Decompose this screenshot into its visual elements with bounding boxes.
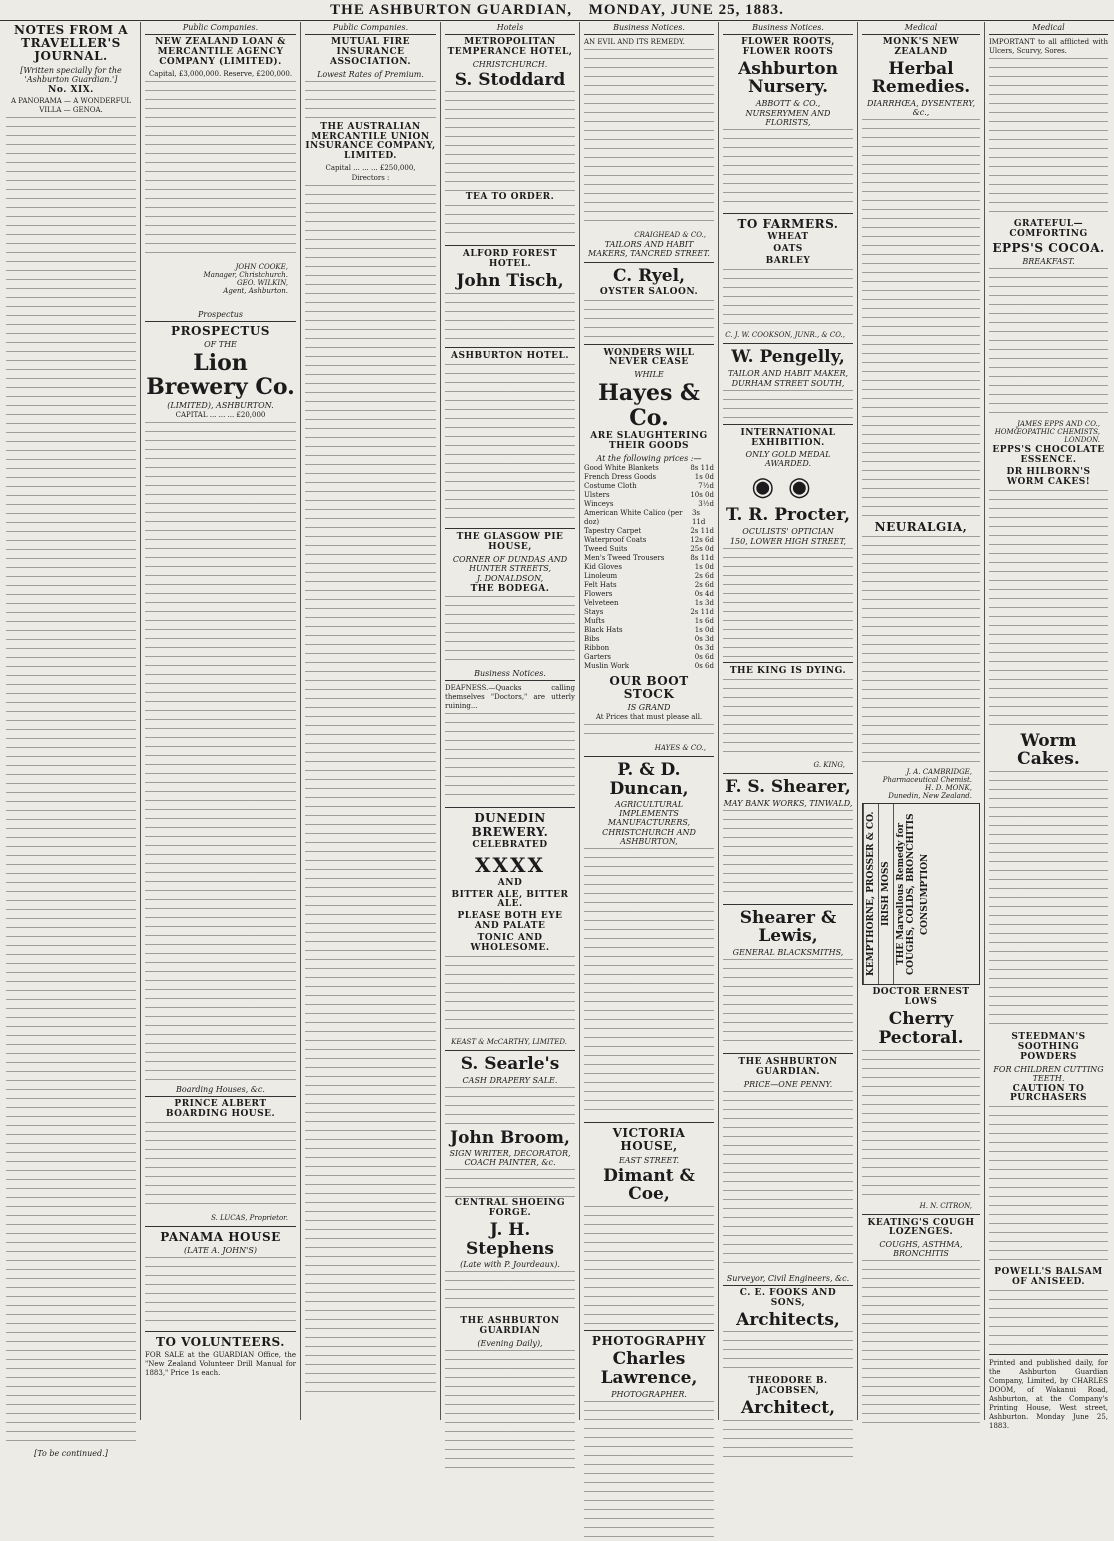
ad-title-mutual: MUTUAL FIRE INSURANCE ASSOCIATION.: [329, 37, 412, 67]
ad-title-fooks: C. E. FOOKS AND SONS,: [739, 1287, 837, 1308]
price-item-value: 12s 6d: [690, 535, 714, 544]
column-medical-2: [985, 22, 1112, 1431]
ad-subtitle: DIARRHŒA, DYSENTERY, &c.,: [866, 99, 976, 118]
price-item-name: Linoleum: [584, 571, 618, 580]
ad-title-wonders: WONDERS WILL NEVER CEASE: [603, 347, 695, 368]
column-heading: Hotels: [445, 22, 575, 35]
price-list-item: [584, 464, 714, 473]
price-item-value: 10s 0d: [690, 490, 714, 499]
ad-subtitle: SIGN WRITER, DECORATOR, COACH PAINTER, &c.: [449, 1149, 571, 1168]
price-item-name: Black Hats: [584, 625, 623, 634]
ad-body: [989, 490, 1108, 730]
ad-body: [445, 364, 575, 524]
ad-title-steedman: STEEDMAN'S SOOTHING POWDERS: [1011, 1031, 1086, 1062]
ad-celebrated: CELEBRATED: [472, 839, 548, 850]
ad-title-pengelly: W. Pengelly,: [731, 347, 845, 368]
irish-moss-box: [862, 803, 980, 985]
ad-title-prince-albert: PRINCE ALBERT BOARDING HOUSE.: [165, 1099, 276, 1120]
ad-subtitle-2: CHRISTCHURCH AND ASHBURTON,: [602, 828, 696, 847]
ad-subtitle: (Late with P. Jourdeaux).: [460, 1260, 560, 1270]
ad-subtitle: CASH DRAPERY SALE.: [462, 1075, 558, 1085]
ad-body: [145, 1122, 296, 1212]
prospectus-title: PROSPECTUS: [171, 323, 270, 338]
article-footer: [To be continued.]: [34, 1449, 108, 1459]
ad-body: [723, 959, 853, 1049]
ad-proprietor: John Tisch,: [456, 271, 564, 292]
ad-body: [989, 771, 1108, 1031]
ad-body: [989, 58, 1108, 218]
ad-body: [723, 810, 853, 900]
ad-title-duncan: P. & D. Duncan,: [609, 759, 689, 799]
ad-title-nz-loan: NEW ZEALAND LOAN & MERCANTILE AGENCY COMPANY (LIMITED).: [155, 37, 286, 67]
price-item-value: 25s 0d: [690, 544, 714, 553]
ad-subtitle: AGRICULTURAL IMPLEMENTS MANUFACTURERS,: [607, 800, 691, 828]
ad-body: [584, 724, 714, 742]
ad-body: [989, 268, 1108, 418]
ad-body: [445, 596, 575, 666]
ad-hayes: Hayes & Co.: [598, 380, 700, 431]
ad-body: [584, 1206, 714, 1326]
ad-title-broom: John Broom,: [450, 1127, 570, 1148]
ad-title-hilborn: DR HILBORN'S WORM CAKES!: [1006, 466, 1091, 487]
ad-title-metropolitan: METROPOLITAN TEMPERANCE HOTEL,: [447, 37, 573, 57]
ad-title-aus-mutual: THE AUSTRALIAN MERCANTILE UNION INSURANCE COMPANY, LIMITED.: [305, 121, 436, 162]
ad-signature: HAYES & CO.,: [654, 743, 706, 752]
price-item-name: Men's Tweed Trousers: [584, 553, 665, 562]
price-item-name: Tapestry Carpet: [584, 526, 642, 535]
column-heading: Surveyor, Civil Engineers, &c.: [723, 1273, 853, 1286]
price-item-name: Costume Cloth: [584, 481, 637, 490]
ad-body: [723, 129, 853, 209]
price-item-value: 3½d: [698, 499, 714, 508]
price-item-name: Velveteen: [584, 598, 619, 607]
newspaper-title: THE ASHBURTON GUARDIAN,: [330, 2, 572, 18]
ad-title-monk: MONK'S NEW ZEALAND: [882, 37, 960, 57]
ad-oats: OATS: [773, 244, 803, 255]
ad-price: PRICE—ONE PENNY.: [743, 1079, 833, 1089]
ad-title-powell: POWELL'S BALSAM OF ANISEED.: [994, 1267, 1103, 1288]
ad-role: Architects,: [736, 1309, 840, 1330]
price-item-name: Kid Gloves: [584, 562, 622, 571]
ad-subtitle: EAST STREET.: [618, 1155, 680, 1165]
price-item-value: 0s 3d: [694, 643, 714, 652]
ad-body: [723, 1420, 853, 1460]
ad-body: [723, 1331, 853, 1375]
ad-signature-2: H. D. MONK,: [925, 784, 972, 793]
ad-title-panama: PANAMA HOUSE: [160, 1230, 281, 1245]
ad-subtitle: BREAKFAST.: [1022, 256, 1075, 266]
ad-subtitle: FOR CHILDREN CUTTING TEETH.: [993, 1064, 1104, 1083]
ad-title-dunedin: DUNEDIN BREWERY.: [471, 811, 549, 839]
ad-subtitle: ONLY GOLD MEDAL AWARDED.: [745, 450, 831, 469]
ad-subtitle: CORNER OF DUNDAS AND HUNTER STREETS,: [452, 554, 568, 573]
ad-title-jacobsen: THEODORE B. JACOBSEN,: [748, 1376, 828, 1397]
price-list-item: [584, 572, 714, 581]
ad-epps-cocoa: EPPS'S COCOA.: [992, 240, 1105, 255]
column-insurance: [301, 22, 441, 1420]
ad-body: [862, 1260, 980, 1430]
ad-title-keating: KEATING'S COUGH LOZENGES.: [867, 1217, 975, 1238]
price-list: [584, 464, 714, 671]
price-item-value: 1s 0d: [694, 625, 714, 634]
price-item-name: Winceys: [584, 499, 614, 508]
ad-title-ryel: C. Ryel,: [613, 266, 685, 286]
ad-title-king: THE KING IS DYING.: [729, 666, 847, 677]
ad-title-shearer: F. S. Shearer,: [725, 777, 851, 798]
price-item-value: 2s 11d: [690, 526, 714, 535]
prospectus-of: OF THE: [204, 339, 237, 349]
ad-body: [445, 713, 575, 803]
ad-signature: JAMES EPPS AND CO., HOMŒOPATHIC CHEMISTS, LONDON.: [994, 419, 1100, 444]
price-list-item: [584, 491, 714, 500]
ad-signature: CRAIGHEAD & CO.,: [634, 231, 706, 239]
column-heading: Prospectus: [145, 309, 296, 322]
ad-proprietor: Dimant & Coe,: [603, 1165, 695, 1205]
ad-body: [723, 548, 853, 658]
ad-capital: Capital ... ... ... £250,000,: [325, 164, 416, 173]
ad-grand: IS GRAND: [627, 702, 671, 712]
price-list-item: [584, 545, 714, 554]
column-heading: Public Companies.: [145, 22, 296, 35]
ad-subtitle: TAILORS AND HABIT MAKERS, TANCRED STREET.: [588, 240, 710, 258]
ad-wheat: WHEAT: [767, 232, 809, 243]
price-list-item: [584, 608, 714, 617]
ad-xxxx: XXXX: [474, 852, 546, 877]
column-heading: Public Companies.: [305, 22, 436, 35]
ad-bodega: THE BODEGA.: [470, 583, 550, 594]
ad-body: [145, 81, 296, 261]
ad-flower-roots: FLOWER ROOTS, FLOWER ROOTS: [741, 37, 835, 57]
column-heading: Business Notices.: [723, 22, 853, 35]
price-item-name: Muslin Work: [584, 661, 630, 670]
prospectus-company: Lion Brewery Co.: [146, 349, 295, 401]
ad-herbal-remedies: Herbal Remedies.: [871, 58, 971, 98]
ad-body: [145, 1257, 296, 1327]
ad-body: [723, 390, 853, 420]
ad-body: [445, 1169, 575, 1197]
ad-title-ashburton-hotel: ASHBURTON HOTEL.: [450, 350, 570, 361]
price-item-value: 0s 6d: [694, 661, 714, 670]
price-list-item: [584, 482, 714, 491]
price-item-name: Bibs: [584, 634, 600, 643]
ad-address: 150, LOWER HIGH STREET,: [729, 537, 847, 547]
ad-body: [862, 119, 980, 519]
price-item-name: Ribbon: [584, 643, 610, 652]
ad-slaughtering: ARE SLAUGHTERING THEIR GOODS: [590, 430, 708, 451]
ad-tonic: TONIC AND WHOLESOME.: [470, 933, 550, 953]
price-item-value: 1s 3d: [694, 598, 714, 607]
ad-signature-role: Manager, Christchurch.: [203, 270, 288, 279]
price-item-name: Stays: [584, 607, 604, 616]
ad-title-exhibition: INTERNATIONAL EXHIBITION.: [740, 427, 836, 448]
eyes-icon: ◉◉: [751, 472, 825, 503]
article-section: A PANORAMA — A WONDERFUL VILLA — GENOA.: [10, 97, 131, 115]
ad-body-text: FOR SALE at the GUARDIAN Office, the "New Zealand Volunteer Drill Manual for 1883," Price 1s each.: [145, 1351, 296, 1378]
column-medical-1: [858, 22, 985, 1420]
ad-capital: Capital, £3,000,000. Reserve, £200,000.: [148, 69, 293, 78]
price-item-name: French Dress Goods: [584, 472, 657, 481]
price-list-item: [584, 653, 714, 662]
ad-signature: J. A. CAMBRIDGE, Pharmaceutical Chemist.: [882, 768, 972, 785]
ad-subtitle: OCULISTS' OPTICIAN: [742, 527, 834, 537]
issue-date: MONDAY, JUNE 25, 1883.: [588, 2, 784, 18]
ad-body: [862, 536, 980, 766]
prospectus-capital: CAPITAL ... ... ... £20,000: [175, 411, 266, 420]
price-item-value: 8s 11d: [690, 463, 714, 472]
price-item-value: 1s 6d: [694, 616, 714, 625]
column-hotels: [441, 22, 580, 1420]
ad-title-neuralgia: NEURALGIA,: [874, 520, 968, 535]
article-subtitle: [Written specially for the 'Ashburton Guardian.']: [20, 65, 122, 84]
ad-body: [862, 1050, 980, 1200]
ad-body: [989, 1290, 1108, 1350]
column-heading: Business Notices.: [584, 22, 714, 35]
ad-body: [305, 185, 436, 1395]
ad-caution: CAUTION TO PURCHASERS: [1009, 1083, 1088, 1104]
price-list-item: [584, 527, 714, 536]
ad-cherry-pectoral: Cherry Pectoral.: [878, 1009, 964, 1048]
ad-signature: S. LUCAS, Proprietor.: [211, 1214, 288, 1223]
price-list-item: [584, 536, 714, 545]
ad-body: [305, 81, 436, 121]
ad-title-victoria: VICTORIA HOUSE,: [612, 1126, 686, 1154]
ad-title-cherry: DOCTOR ERNEST LOWS: [872, 987, 970, 1008]
ad-subtitle: OYSTER SALOON.: [599, 286, 699, 297]
ad-body: [584, 49, 714, 229]
ad-important: IMPORTANT to all afflicted with Ulcers, Scurvy, Sores.: [989, 38, 1108, 55]
ad-directors: Directors :: [351, 174, 390, 183]
ad-subtitle: TAILOR AND HABIT MAKER,: [727, 368, 849, 378]
price-item-value: 2s 11d: [690, 607, 714, 616]
ad-body: [584, 1401, 714, 1541]
vertical-ad-text: IRISH MOSS: [878, 804, 893, 984]
ad-body: [445, 956, 575, 1036]
section-heading: NOTES FROM A TRAVELLER'S JOURNAL.: [13, 23, 129, 64]
price-item-value: 0s 3d: [694, 634, 714, 643]
column-heading: Medical: [862, 22, 980, 35]
ad-at: At the following prices :—: [596, 453, 702, 463]
ad-title-guardian-agents: THE ASHBURTON GUARDIAN: [460, 1316, 560, 1337]
ad-address: Dunedin, New Zealand.: [888, 792, 972, 801]
column-heading: Business Notices.: [445, 668, 575, 681]
publisher-imprint: Printed and published daily, for the Ashburton Guardian Company, Limited, by CHARLES DOOM, of Wakanui Road, Ashburton, at the Company's Printing House, West street, Ashburton. Monday June 25, 1883.: [989, 1359, 1108, 1431]
ad-and: AND: [497, 877, 523, 888]
price-item-name: Ulsters: [584, 490, 610, 499]
price-list-item: [584, 554, 714, 563]
ad-boot-stock: OUR BOOT STOCK: [609, 673, 689, 701]
price-item-value: 2s 6d: [694, 571, 714, 580]
price-item-value: 1s 0d: [694, 562, 714, 571]
ad-proprietor: J. H. Stephens: [466, 1220, 554, 1259]
price-list-item: [584, 662, 714, 671]
price-item-value: 3s 11d: [691, 508, 706, 526]
price-list-item: [584, 473, 714, 482]
ad-body: [445, 1087, 575, 1127]
ad-epps-grateful: GRATEFUL—COMFORTING: [1009, 219, 1088, 239]
ad-subtitle: (LATE A. JOHN'S): [184, 1246, 257, 1256]
ad-subtitle: GENERAL BLACKSMITHS,: [732, 948, 844, 958]
ad-note: At Prices that must please all.: [595, 712, 703, 721]
newspaper-page: [2, 22, 1112, 1459]
ad-title-chocolate: EPPS'S CHOCOLATE ESSENCE.: [992, 444, 1105, 465]
price-item-value: 0s 4d: [694, 589, 714, 598]
ad-role: Architect,: [740, 1398, 836, 1419]
ad-signature: JOHN COOKE,: [235, 262, 288, 271]
ad-signature-2: GEO. WILKIN,: [237, 278, 288, 287]
ad-subtitle: ABBOTT & CO.,: [755, 99, 821, 109]
price-list-item: [584, 617, 714, 626]
ad-subtitle-2: NURSERYMEN AND FLORISTS,: [745, 109, 831, 128]
vertical-ad-text: KEMPTHORNE, PROSSER & CO.: [863, 804, 878, 984]
ad-signature-role-2: Agent, Ashburton.: [223, 286, 288, 295]
ad-proprietor: Charles Lawrence,: [600, 1349, 698, 1388]
column-heading: Boarding Houses, &c.: [145, 1084, 296, 1097]
price-list-item: [584, 635, 714, 644]
ad-title-procter: T. R. Procter,: [726, 505, 850, 526]
ad-body: [723, 679, 853, 759]
ad-subtitle: J. DONALDSON,: [476, 573, 544, 583]
column-business-1: [580, 22, 719, 1420]
ad-subtitle: Lowest Rates of Premium.: [317, 69, 424, 79]
ad-bitter: BITTER ALE, BITTER ALE.: [451, 889, 569, 910]
ad-title-searle: S. Searle's: [460, 1053, 560, 1074]
ad-subtitle: (Evening Daily),: [477, 1339, 543, 1349]
article-number: No. XIX.: [48, 84, 94, 95]
vertical-ad-text: THE Marvellous Remedy for COUGHS, COLDS, BRONCHITIS: [893, 804, 918, 984]
ad-title-farmers: TO FARMERS.: [737, 217, 839, 232]
ad-signature: C. J. W. COOKSON, JUNR., & CO.,: [725, 331, 845, 340]
price-list-item: [584, 500, 714, 509]
ad-subtitle: PHOTOGRAPHER.: [611, 1389, 687, 1399]
ad-body: [445, 1271, 575, 1315]
price-list-item: [584, 644, 714, 653]
ad-title-guardian: THE ASHBURTON GUARDIAN.: [738, 1057, 838, 1078]
vertical-ad-text: CONSUMPTION: [920, 853, 930, 935]
ad-signature: KEAST & McCARTHY, LIMITED.: [451, 1037, 567, 1046]
ad-subtitle: CHRISTCHURCH.: [472, 59, 548, 69]
ad-while: WHILE: [634, 370, 664, 380]
ad-body: [584, 300, 714, 340]
price-item-name: Mufts: [584, 616, 605, 625]
ad-barley: BARLEY: [765, 256, 811, 267]
ad-title-shearer-lewis: Shearer & Lewis,: [739, 907, 837, 947]
column-business-2: [719, 22, 858, 1420]
price-list-item: [584, 581, 714, 590]
price-item-name: Felt Hats: [584, 580, 617, 589]
price-item-name: Tweed Suits: [584, 544, 628, 553]
ad-title-glasgow: THE GLASGOW PIE HOUSE,: [456, 531, 564, 552]
price-item-name: Waterproof Coats: [584, 535, 647, 544]
ad-body: [445, 91, 575, 191]
price-item-name: Flowers: [584, 589, 613, 598]
prospectus-sub: (LIMITED), ASHBURTON.: [167, 401, 274, 411]
prospectus-body: [145, 422, 296, 1082]
price-item-value: 2s 6d: [694, 580, 714, 589]
ad-signature: G. KING,: [813, 761, 845, 770]
masthead: [0, 0, 1114, 21]
column-travel: [2, 22, 141, 1459]
price-list-item: [584, 509, 714, 527]
ad-body: [445, 293, 575, 343]
ad-signature: H. N. CITRON,: [919, 1201, 972, 1210]
price-list-item: [584, 563, 714, 572]
article-body: [6, 117, 136, 1447]
ad-title-nursery: Ashburton Nursery.: [738, 58, 838, 98]
ad-body: [723, 1091, 853, 1271]
price-item-value: 7½d: [698, 481, 714, 490]
ad-tea: TEA TO ORDER.: [465, 192, 555, 203]
price-item-value: 8s 11d: [690, 553, 714, 562]
ad-deafness: DEAFNESS.—Quacks calling themselves "Doctors," are utterly ruining...: [445, 684, 575, 711]
column-heading: Medical: [989, 22, 1108, 35]
ad-title-volunteers: TO VOLUNTEERS.: [156, 1335, 285, 1350]
ad-subtitle: COUGHS, ASTHMA, BRONCHITIS: [879, 1240, 963, 1259]
ad-title-alford: ALFORD FOREST HOTEL.: [462, 249, 558, 270]
price-item-name: Garters: [584, 652, 612, 661]
ad-body: [445, 1350, 575, 1470]
price-list-item: [584, 626, 714, 635]
price-list-item: [584, 599, 714, 608]
ad-title-shoeing: CENTRAL SHOEING FORGE.: [454, 1198, 566, 1219]
ad-proprietor: S. Stoddard: [454, 69, 566, 90]
ad-body: [584, 848, 714, 1118]
ad-body: [989, 1106, 1108, 1266]
ad-please: PLEASE BOTH EYE AND PALATE: [457, 911, 563, 932]
price-item-value: 0s 6d: [694, 652, 714, 661]
price-item-name: Good White Blankets: [584, 463, 659, 472]
column-companies: [141, 22, 301, 1420]
price-item-name: American White Calico (per doz): [584, 508, 683, 526]
ad-remedy: AN EVIL AND ITS REMEDY.: [584, 38, 685, 46]
ad-street: DURHAM STREET SOUTH,: [731, 378, 845, 388]
ad-subtitle: MAY BANK WORKS, TINWALD,: [723, 798, 853, 808]
ad-worm-cakes: Worm Cakes.: [1017, 730, 1080, 770]
ad-body: [723, 269, 853, 329]
ad-body: [445, 205, 575, 241]
ad-title-photography: PHOTOGRAPHY: [591, 1334, 707, 1349]
price-list-item: [584, 590, 714, 599]
price-item-value: 1s 0d: [694, 472, 714, 481]
